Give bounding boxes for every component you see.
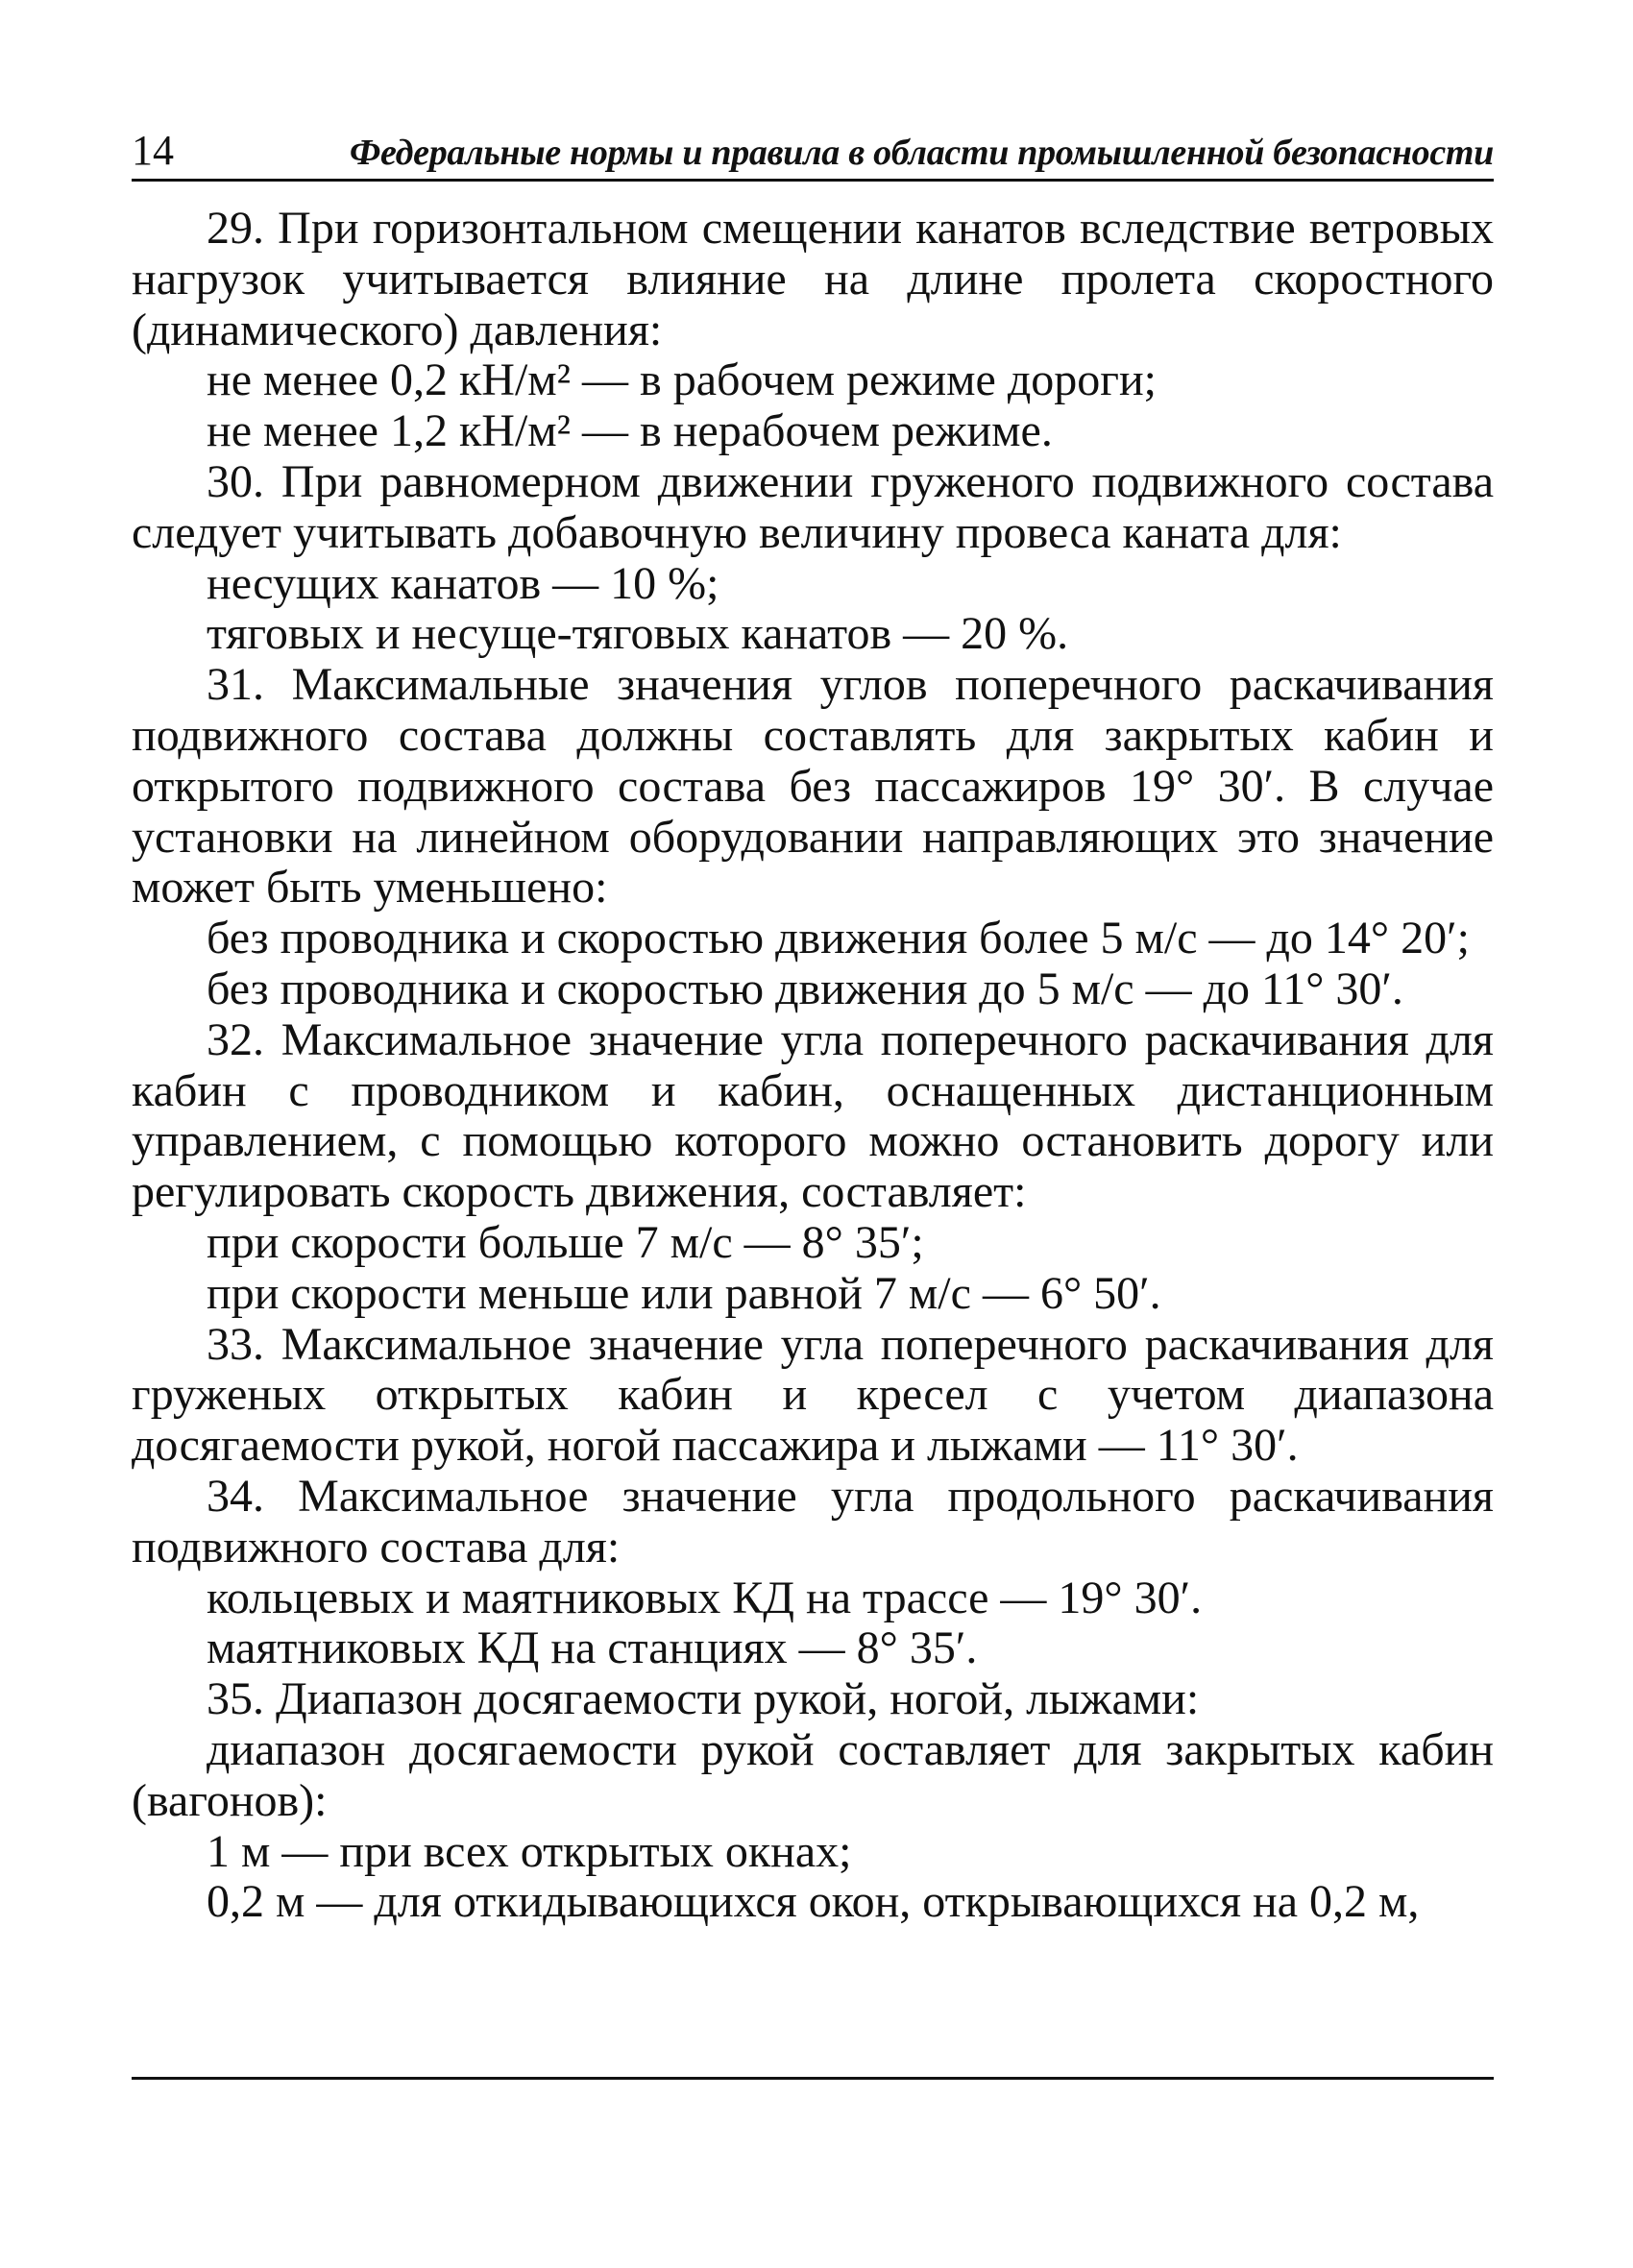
running-title: Федеральные нормы и правила в области промышленной безопасности — [349, 133, 1494, 173]
paragraph-35: 35. Диапазон досягаемости рукой, ногой, лыжами: — [207, 1673, 1200, 1725]
list-item: без проводника и скоростью движения более 5 м/с — до 14° 20′; — [207, 913, 1470, 964]
page-body — [132, 204, 1494, 1928]
list-item: 0,2 м — для откидывающихся окон, открывающихся на 0,2 м, — [207, 1876, 1420, 1928]
list-item: не менее 0,2 кН/м² — в рабочем режиме дороги; — [207, 354, 1157, 406]
list-item: 1 м — при всех открытых окнах; — [207, 1825, 852, 1877]
paragraph-33: 33. Максимальное значение угла поперечного раскачивания для груженых открытых кабин и кресел с учетом диапазона досягаемости рукой, ногой пассажира и лыжами — 11° 30′. — [132, 1318, 1494, 1472]
list-item: несущих канатов — 10 %; — [207, 557, 719, 609]
paragraph-32: 32. Максимальное значение угла поперечного раскачивания для кабин с проводником и кабин, оснащенных дистанционным управлением, с помощью которого можно остановить дорогу или регулировать скорость движения, составляет: — [132, 1013, 1494, 1218]
paragraph-30: 30. При равномерном движении груженого подвижного состава следует учитывать добавочную величину провеса каната для: — [132, 455, 1494, 558]
list-item: при скорости меньше или равной 7 м/с — 6° 50′. — [207, 1267, 1161, 1319]
bottom-rule — [132, 2077, 1494, 2080]
list-item: маятниковых КД на станциях — 8° 35′. — [207, 1622, 978, 1674]
running-header — [132, 125, 1494, 182]
page-number: 14 — [132, 127, 174, 174]
list-item: при скорости больше 7 м/с — 8° 35′; — [207, 1216, 924, 1268]
list-item: не менее 1,2 кН/м² — в нерабочем режиме. — [207, 405, 1053, 457]
list-item: тяговых и несуще-тяговых канатов — 20 %. — [207, 608, 1069, 660]
paragraph: диапазон досягаемости рукой составляет для закрытых кабин (вагонов): — [132, 1723, 1494, 1826]
paragraph-31: 31. Максимальные значения углов поперечного раскачивания подвижного состава должны составлять для закрытых кабин и открытого подвижного состава без пассажиров 19° 30′. В случае установки на линейном оборудовании направляющих это значение может быть уменьшено: — [132, 659, 1494, 914]
list-item: кольцевых и маятниковых КД на трассе — 19° 30′. — [207, 1572, 1203, 1623]
paragraph-34: 34. Максимальное значение угла продольного раскачивания подвижного состава для: — [132, 1470, 1494, 1573]
paragraph-29: 29. При горизонтальном смещении канатов вследствие ветровых нагрузок учитывается влияние на длине пролета скоростного (динамического) давления: — [132, 203, 1494, 355]
list-item: без проводника и скоростью движения до 5 м/с — до 11° 30′. — [207, 963, 1403, 1014]
